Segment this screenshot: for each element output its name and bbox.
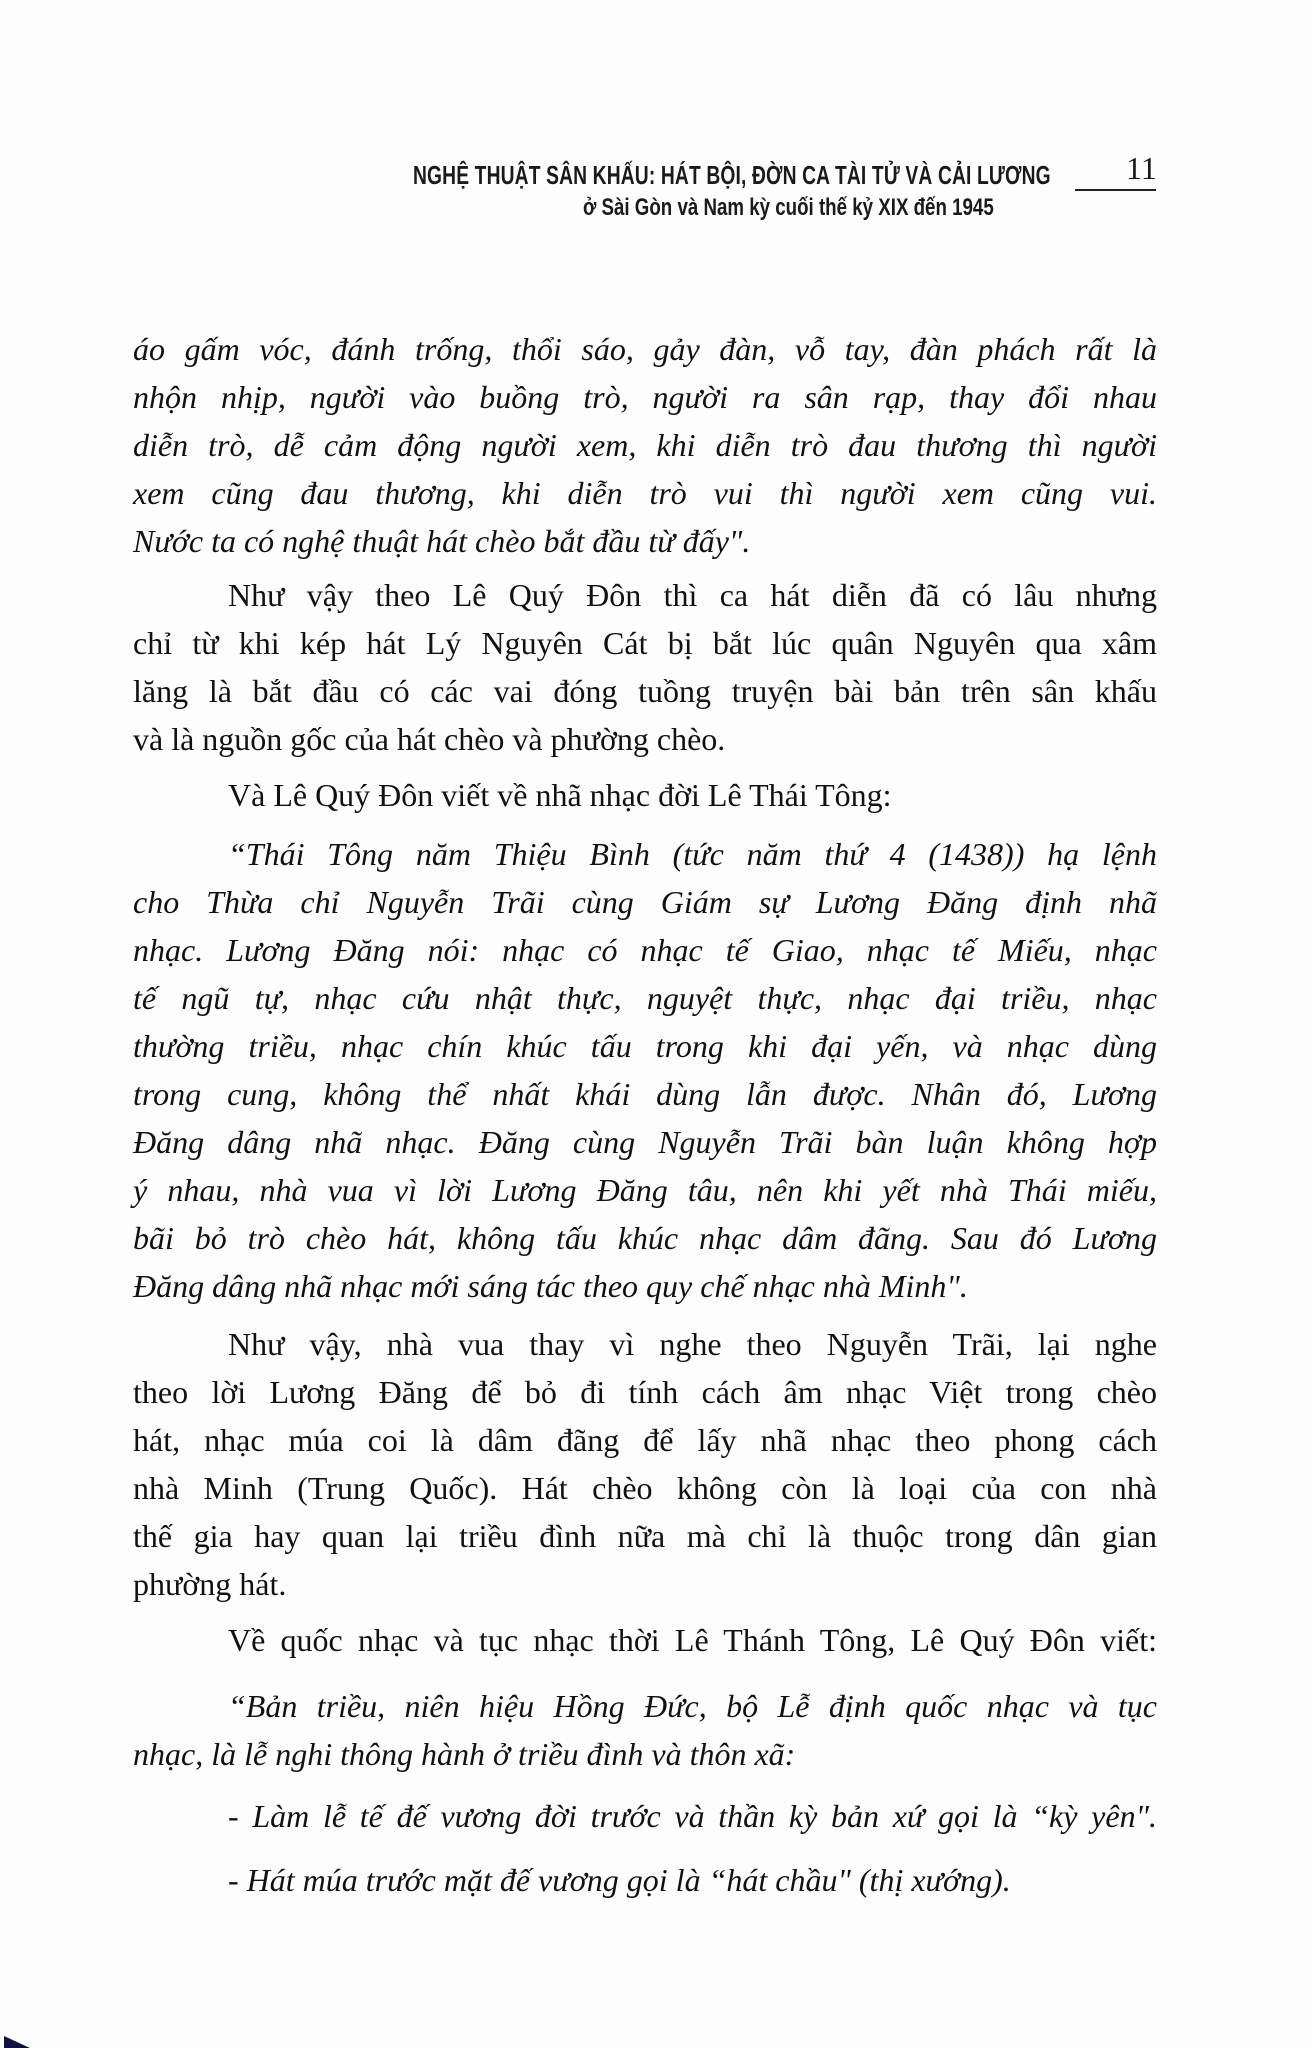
- text-line: “Thái Tông năm Thiệu Bình (tức năm thứ 4 (1438)) hạ lệnh: [228, 836, 1157, 872]
- text-line: thế gia hay quan lại triều đình nữa mà chỉ là thuộc trong dân gian: [133, 1518, 1157, 1554]
- text-line: cho Thừa chỉ Nguyễn Trãi cùng Giám sự Lương Đăng định nhã: [133, 884, 1157, 920]
- text-line: nhạc, là lễ nghi thông hành ở triều đình và thôn xã:: [133, 1736, 796, 1772]
- text-line: Đăng dâng nhã nhạc mới sáng tác theo quy chế nhạc nhà Minh".: [133, 1268, 968, 1304]
- text-line: chỉ từ khi kép hát Lý Nguyên Cát bị bắt lúc quân Nguyên qua xâm: [133, 625, 1157, 661]
- text-line: tế ngũ tự, nhạc cứu nhật thực, nguyệt thực, nhạc đại triều, nhạc: [133, 980, 1157, 1016]
- page-number: 11: [1126, 150, 1157, 186]
- text-line: Về quốc nhạc và tục nhạc thời Lê Thánh Tông, Lê Quý Đôn viết:: [228, 1622, 1157, 1658]
- text-line: theo lời Lương Đăng để bỏ đi tính cách âm nhạc Việt trong chèo: [133, 1374, 1157, 1410]
- text-line: nhộn nhịp, người vào buồng trò, người ra sân rạp, thay đổi nhau: [133, 379, 1157, 415]
- text-line: thường triều, nhạc chín khúc tấu trong khi đại yến, và nhạc dùng: [133, 1028, 1157, 1064]
- text-line: phường hát.: [133, 1566, 287, 1602]
- text-line: ý nhau, nhà vua vì lời Lương Đăng tâu, nên khi yết nhà Thái miếu,: [133, 1172, 1157, 1208]
- text-line: hát, nhạc múa coi là dâm đãng để lấy nhã nhạc theo phong cách: [133, 1422, 1157, 1458]
- text-line: nhạc. Lương Đăng nói: nhạc có nhạc tế Giao, nhạc tế Miếu, nhạc: [133, 932, 1157, 968]
- text-line: Như vậy theo Lê Quý Đôn thì ca hát diễn đã có lâu nhưng: [228, 577, 1157, 613]
- text-line: Và Lê Quý Đôn viết về nhã nhạc đời Lê Thái Tông:: [228, 777, 892, 813]
- scan-corner-mark: [4, 2036, 30, 2048]
- text-line: và là nguồn gốc của hát chèo và phường chèo.: [133, 721, 726, 757]
- text-line: “Bản triều, niên hiệu Hồng Đức, bộ Lễ định quốc nhạc và tục: [228, 1688, 1157, 1724]
- page-number-rule: [1075, 189, 1156, 191]
- text-line: nhà Minh (Trung Quốc). Hát chèo không còn là loại của con nhà: [133, 1470, 1157, 1506]
- list-item: - Hát múa trước mặt đế vương gọi là “hát chầu" (thị xướng).: [228, 1862, 1011, 1898]
- text-line: Nước ta có nghệ thuật hát chèo bắt đầu từ đấy".: [133, 523, 751, 559]
- text-line: Đăng dâng nhã nhạc. Đăng cùng Nguyễn Trãi bàn luận không hợp: [133, 1124, 1157, 1160]
- text-line: Như vậy, nhà vua thay vì nghe theo Nguyễn Trãi, lại nghe: [228, 1326, 1157, 1362]
- running-header-subtitle: ở Sài Gòn và Nam kỳ cuối thế kỷ XIX đến 1945: [583, 194, 994, 221]
- text-line: trong cung, không thể nhất khái dùng lẫn được. Nhân đó, Lương: [133, 1076, 1157, 1112]
- text-line: xem cũng đau thương, khi diễn trò vui thì người xem cũng vui.: [133, 475, 1157, 511]
- text-line: áo gấm vóc, đánh trống, thổi sáo, gảy đàn, vỗ tay, đàn phách rất là: [133, 331, 1157, 367]
- text-line: diễn trò, dễ cảm động người xem, khi diễn trò đau thương thì người: [133, 427, 1157, 463]
- running-header-title: NGHỆ THUẬT SÂN KHẤU: HÁT BỘI, ĐỜN CA TÀI TỬ VÀ CẢI LƯƠNG: [413, 160, 1051, 190]
- text-line: bãi bỏ trò chèo hát, không tấu khúc nhạc dâm đãng. Sau đó Lương: [133, 1220, 1157, 1256]
- text-line: lăng là bắt đầu có các vai đóng tuồng truyện bài bản trên sân khấu: [133, 673, 1157, 709]
- list-item: - Làm lễ tế đế vương đời trước và thần kỳ bản xứ gọi là “kỳ yên".: [228, 1798, 1157, 1834]
